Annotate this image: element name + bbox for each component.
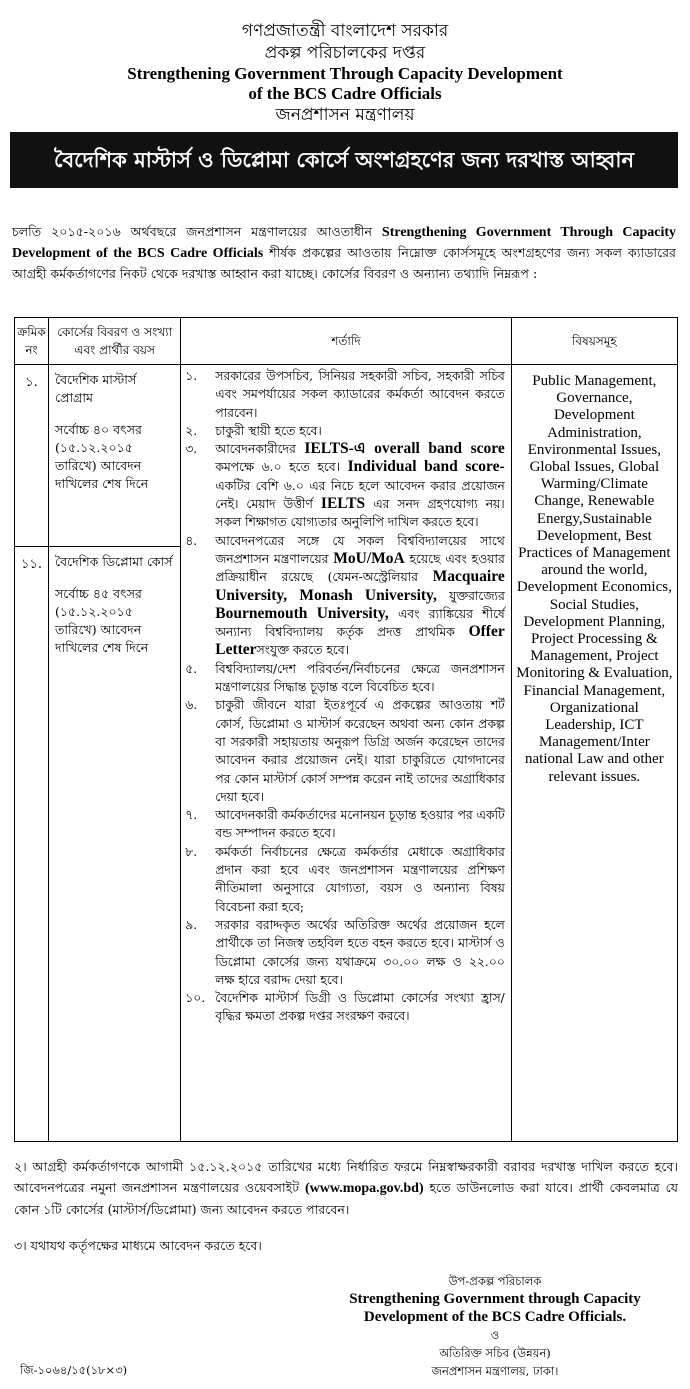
course-name-1: বৈদেশিক মাস্টার্স প্রোগ্রাম [55,372,137,405]
condition-5: ৫. বিশ্ববিদ্যালয়/দেশ পরিবর্তন/নির্বাচনের ক্ষেত্রে জনপ্রশাসন মন্ত্রণালয়ের সিদ্ধান্ত চূড়ান্ত বলে বিবেচিত হবে। [185,661,505,695]
course-cell-1 [49,365,181,547]
ministry-name: জনপ্রশাসন মন্ত্রণালয় [275,105,415,125]
intro-project: Strengthening Government Through Capacity Development of the BCS Cadre Officials [12,225,676,261]
course-table [14,317,678,1142]
condition-1: ১. সরকারের উপসচিব, সিনিয়র সহকারী সচিব, সহকারী সচিব এবং সমপর্যায়ের সকল ক্যাডারের কর্মকর্তা আবেদন করতে পারবেন। [185,369,505,420]
intro-paragraph [12,222,676,284]
project-name-line2: of the BCS Cadre Officials [248,84,442,103]
signature-block [300,1272,690,1380]
col-header-subjects: বিষয়সমূহ [511,318,677,365]
header [0,20,690,126]
condition-3: ৩. আবেদনকারীদের IELTS-এ overall band score কমপক্ষে ৬.০ হতে হবে। Individual band score- একটির বেশি ৬.০ এর নিচে হলে আবেদন করার প্রয়োজন নেই। মেয়াদ উত্তীর্ণ IELTS এর সনদ গ্রহণযোগ্য নয়। সকল শিক্ষাগত যোগ্যতার অনুলিপি দাখিল করতে হবে। [185,440,505,530]
notice-banner: বৈদেশিক মাস্টার্স ও ডিপ্লোমা কোর্সে অংশগ্রহণের জন্য দরখাস্ত আহ্বান [10,132,678,188]
course-age-2: সর্বোচ্চ ৪৫ বৎসর (১৫.১২.২০১৫ তারিখে) আবেদন দাখিলের শেষ দিনে [55,586,149,655]
project-name-line1: Strengthening Government Through Capacity Development [127,64,563,83]
signatory-project-2: Development of the BCS Cadre Officials. [363,1309,627,1325]
signatory-and: ও [490,1328,500,1342]
signatory-office: জনপ্রশাসন মন্ত্রণালয়, ঢাকা। [431,1364,559,1378]
website-link[interactable]: (www.mopa.gov.bd) [304,1181,424,1196]
condition-6: ৬. চাকুরী জীবনে যারা ইতঃপূর্বে এ প্রকল্পের আওতায় শর্ট কোর্স, ডিপ্লোমা ও মাস্টার্স করেছেন অথবা অন্য কোন প্রকল্প বা সরকারী সহায়তায় অনুরূপ ডিগ্রি অর্জন করেছেন তাদের আবেদন করার প্রয়োজন নেই। যারা চাকুরিতে যোগদানের পর কোন মাস্টার্স কোর্স সম্পন্ন করেন নাই তাদের অগ্রাধিকার দেয়া হবে। [185,698,505,804]
intro-part1: চলতি ২০১৫-২০১৬ অর্থবছরে জনপ্রশাসন মন্ত্রণালয়ের আওতাধীন [12,224,373,239]
note-2: ২। আগ্রহী কর্মকর্তাগণকে আগামী ১৫.১২.২০১৫ তারিখের মধ্যে নির্ধারিত ফরমে নিম্নস্বাক্ষরকারী বরাবর দরখাস্ত দাখিল করতে হবে। আবেদনপত্রের নমুনা জনপ্রশাসন মন্ত্রণালয়ের ওয়েবসাইট (www.mopa.gov.bd) হতে ডাউনলোড করা যাবে। প্রার্থী কেবলমাত্র যে কোন ১টি কোর্সের (মাস্টার্স/ডিপ্লোমা) জন্য আবেদন করতে পারবেন। [14,1159,678,1217]
col-header-course: কোর্সের বিবরণ ও সংখ্যা এবং প্রার্থীর বয়স [49,318,181,365]
reference-number: জি-১০৬৪/১৫(১৮×৩) [20,1363,128,1377]
condition-10: ১০. বৈদেশিক মাস্টার্স ডিগ্রী ও ডিপ্লোমা কোর্সের সংখ্যা হ্রাস/বৃদ্ধির ক্ষমতা প্রকল্প দপ্তর সংরক্ষণ করবে। [185,991,505,1024]
course-cell-2 [49,547,181,1142]
serial-1: ১. [15,365,49,547]
condition-7: ৭. আবেদনকারী কর্মকর্তাদের মনোনয়ন চূড়ান্ত হওয়ার পর একটি বন্ড সম্পাদন করতে হবে। [185,808,505,841]
condition-2: ২. চাকুরী স্থায়ী হতে হবে। [185,423,322,438]
course-name-2: বৈদেশিক ডিপ্লোমা কোর্স [55,554,173,569]
subjects-cell: Public Management, Governance, Development Administration, Environmental Issues, Global Issues, Global Warming/Climate Change, Renewable Energy,Sustainable Development, Best Practices of Management around the world, Development Economics, Social Studies, Development Planning, Project Processing & Management, Project Monitoring & Evaluation, Financial Management, Organizational Leadership, ICT Management/Inter national Law and other relevant issues. [511,365,677,1142]
signatory-title-2: অতিরিক্ত সচিব (উন্নয়ন) [439,1346,551,1360]
note-3: ৩। যথাযথ কর্তৃপক্ষের মাধ্যমে আবেদন করতে হবে। [14,1238,262,1253]
signatory-title: উপ-প্রকল্প পরিচালক [448,1274,542,1288]
condition-9: ৯. সরকার বরাদ্দকৃত অর্থের অতিরিক্ত অর্থের প্রয়োজন হলে প্রার্থীকে তা নিজস্ব তহবিল হতে বহন করতে হবে। মাস্টার্স ও ডিপ্লোমা কোর্সের জন্য যথাক্রমে ৩০.০০ লক্ষ ও ২২.০০ লক্ষ হারে বরাদ্দ দেয়া হবে। [185,917,505,987]
table-row [15,365,678,547]
col-header-serial: ক্রমিক নং [15,318,49,365]
signatory-project-1: Strengthening Government through Capacity [349,1291,641,1307]
course-age-1: সর্বোচ্চ ৪০ বৎসর (১৫.১২.২০১৫ তারিখে) আবেদন দাখিলের শেষ দিনে [55,422,149,491]
col-header-conditions: শর্তাদি [181,318,511,365]
serial-2: ১১. [15,547,49,1142]
table-header-row [15,318,678,365]
office-name: প্রকল্প পরিচালকের দপ্তর [264,43,426,63]
intro-part2: শীর্ষক প্রকল্পের আওতায় নিম্নোক্ত কোর্সসমূহে অংশগ্রহণের জন্য সকল ক্যাডারের আগ্রহী কর্মকর্তাগণের নিকট থেকে দরখাস্ত আহ্বান করা যাচ্ছে। কোর্সের বিবরণ ও অন্যান্য তথ্যাদি নিম্নরূপ : [12,245,676,281]
govt-name: গণপ্রজাতন্ত্রী বাংলাদেশ সরকার [241,21,449,41]
condition-4: ৪. আবেদনপত্রের সঙ্গে যে সকল বিশ্ববিদ্যালয়ের সাথে জনপ্রশাসন মন্ত্রণালয়ের MoU/MoA হয়েছে এবং হওয়ার প্রক্রিয়াধীন রয়েছে (যেমন-অস্ট্রেলিয়ার Macquaire University, Monash University, যুক্তরাজ্যের Bournemouth University, এবং র‍্যাঙ্কিয়ের শীর্ষে অন্যান্য বিশ্ববিদ্যালয় কর্তৃক প্রদত্ত প্রাথমিক Offer Letterসংযুক্ত করতে হবে। [185,533,505,659]
condition-8: ৮. কর্মকর্তা নির্বাচনের ক্ষেত্রে কর্মকর্তার মেধাকে অগ্রাধিকার প্রদান করা হবে এবং জনপ্রশাসন মন্ত্রণালয়ের প্রশিক্ষণ নীতিমালা অনুসারে যোগ্যতা, বয়স ও অন্যান্য বিষয় বিবেচনা করা হবে; [185,844,505,914]
conditions-cell [181,365,511,1142]
